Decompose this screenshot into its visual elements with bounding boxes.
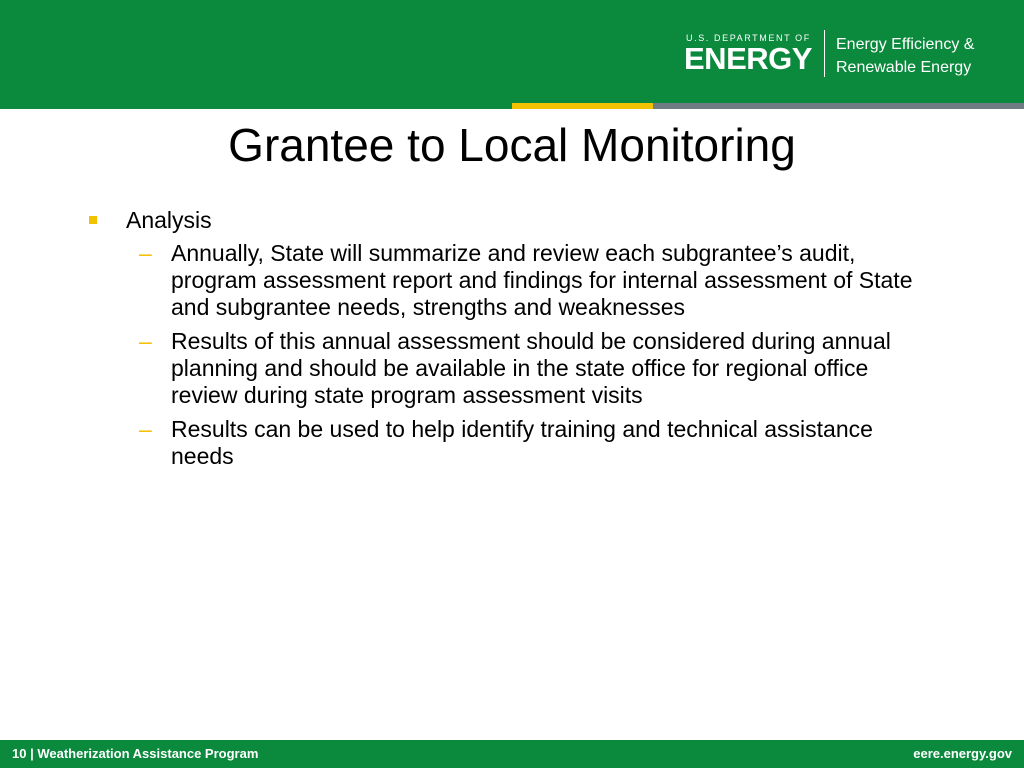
bullet-text: Analysis: [126, 207, 212, 233]
sub-bullet-text: Results of this annual assessment should be considered during annual planning and should be available in the state office for regional office review during state program assessment visits: [171, 328, 891, 408]
header-stripe-green: [0, 103, 512, 109]
sub-bullet-item: [86, 416, 946, 470]
sub-bullet-item: [86, 240, 946, 321]
slide-content: [86, 207, 946, 477]
header-stripe-gray: [653, 103, 1024, 109]
logo-energy-text: ENERGY: [684, 41, 812, 76]
logo-office-line1: Energy Efficiency &: [836, 36, 975, 53]
dash-bullet-icon: –: [139, 416, 152, 442]
dash-bullet-icon: –: [139, 240, 152, 266]
slide-title: Grantee to Local Monitoring: [228, 119, 796, 171]
sub-bullet-list: [86, 240, 946, 470]
header-bar: [0, 0, 1024, 103]
logo-dept-text: U.S. DEPARTMENT OF: [686, 33, 811, 43]
footer-slide-info: 10 | Weatherization Assistance Program: [12, 746, 259, 761]
footer-website: eere.energy.gov: [913, 746, 1012, 761]
dash-bullet-icon: –: [139, 328, 152, 354]
sub-bullet-text: Annually, State will summarize and review each subgrantee’s audit, program assessment report and findings for internal assessment of State and subgrantee needs, strengths and weaknesses: [171, 240, 913, 320]
square-bullet-icon: [89, 216, 97, 224]
sub-bullet-text: Results can be used to help identify training and technical assistance needs: [171, 416, 873, 469]
logo-divider: [824, 30, 825, 77]
header-stripe-yellow: [512, 103, 653, 109]
logo-office-line2: Renewable Energy: [836, 59, 972, 76]
bullet-item: [86, 207, 946, 234]
footer-bar: [0, 740, 1024, 768]
sub-bullet-item: [86, 328, 946, 409]
logo-office-text: [836, 33, 974, 79]
